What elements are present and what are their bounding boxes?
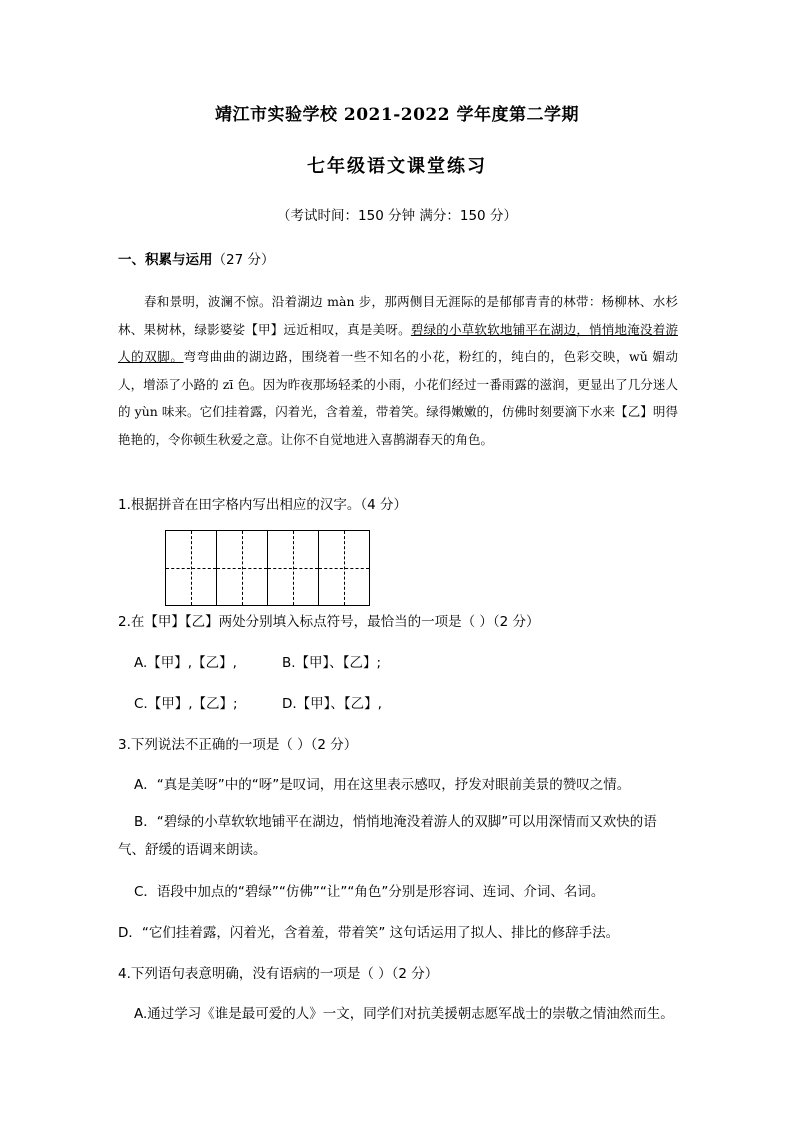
tianzige-cell-3[interactable] xyxy=(268,531,319,605)
reading-passage xyxy=(118,288,678,453)
question-3: 3.下列说法不正确的一项是（ ）（2 分） xyxy=(118,737,358,753)
q3-option-c: C．语段中加点的“碧绿”“仿佛”“让”“角色”分别是形容词、连词、介词、名词。 xyxy=(134,884,605,900)
q3-option-a: A．“真是美呀”中的“呀”是叹词，用在这里表示感叹，抒发对眼前美景的赞叹之情。 xyxy=(134,777,631,793)
section-score: （27 分） xyxy=(212,252,275,268)
q2-option-d: D.【甲】、【乙】, xyxy=(282,696,382,712)
q3-option-d: D．“它们挂着露，闪着光，含着羞，带着笑” 这句话运用了拟人、排比的修辞手法。 xyxy=(118,925,620,941)
passage-underlined-sentence: 碧绿的小草软软地铺平在湖边，悄悄地淹没着游人的双脚。 xyxy=(118,321,678,364)
exam-info: （考试时间：150 分钟 满分：150 分） xyxy=(277,208,517,224)
question-4: 4.下列语句表意明确，没有语病的一项是（ ）（2 分） xyxy=(118,966,439,982)
section-title: 一、积累与运用 xyxy=(118,252,213,268)
exam-title: 七年级语文课堂练习 xyxy=(307,156,487,177)
q2-option-a: A.【甲】,【乙】, xyxy=(134,655,237,671)
passage-part1: 春和景明，波澜不惊。沿着湖边 màn 步，那两侧目无涯际的是郁郁青青的林带：杨柳林、水杉林、果树林，绿影婆娑【甲】远近相叹，真是美呀。 xyxy=(118,294,678,337)
passage-part2: 弯弯曲曲的湖边路，围绕着一些不知名的小花，粉红的，纯白的，色彩交映，wǔ 媚动人，增添了小路的 zī 色。因为昨夜那场轻柔的小雨，小花们经过一番雨露的滋润，更显出了几分迷人的 yùn 味来。它们挂着露，闪着光，含着羞，带着笑。绿得嫩嫩的，仿佛时刻要滴下水来【乙】明得艳艳的，令你顿生秋爱之意。让你不自觉地进入喜鹊湖春天的角色。 xyxy=(118,349,678,447)
tianzige-grid[interactable] xyxy=(165,530,370,606)
tianzige-cell-1[interactable] xyxy=(166,531,217,605)
q3-option-b: B．“碧绿的小草软软地铺平在湖边，悄悄地淹没着游人的双脚”可以用深情而又欢快的语气、舒缓的语调来朗读。 xyxy=(118,814,657,858)
tianzige-cell-2[interactable] xyxy=(217,531,268,605)
q2-option-b: B.【甲】、【乙】; xyxy=(282,655,382,671)
q4-option-a: A.通过学习《谁是最可爱的人》一文，同学们对抗美援朝志愿军战士的崇敬之情油然而生。 xyxy=(134,1006,674,1022)
tianzige-cell-4[interactable] xyxy=(319,531,369,605)
school-title: 靖江市实验学校 2021-2022 学年度第二学期 xyxy=(214,105,580,125)
question-1: 1.根据拼音在田字格内写出相应的汉字。（4 分） xyxy=(118,497,408,513)
q2-option-c: C.【甲】,【乙】; xyxy=(134,696,238,712)
question-2: 2.在【甲】【乙】两处分别填入标点符号，最恰当的一项是（ ）（2 分） xyxy=(118,614,540,630)
section-heading xyxy=(118,248,274,268)
